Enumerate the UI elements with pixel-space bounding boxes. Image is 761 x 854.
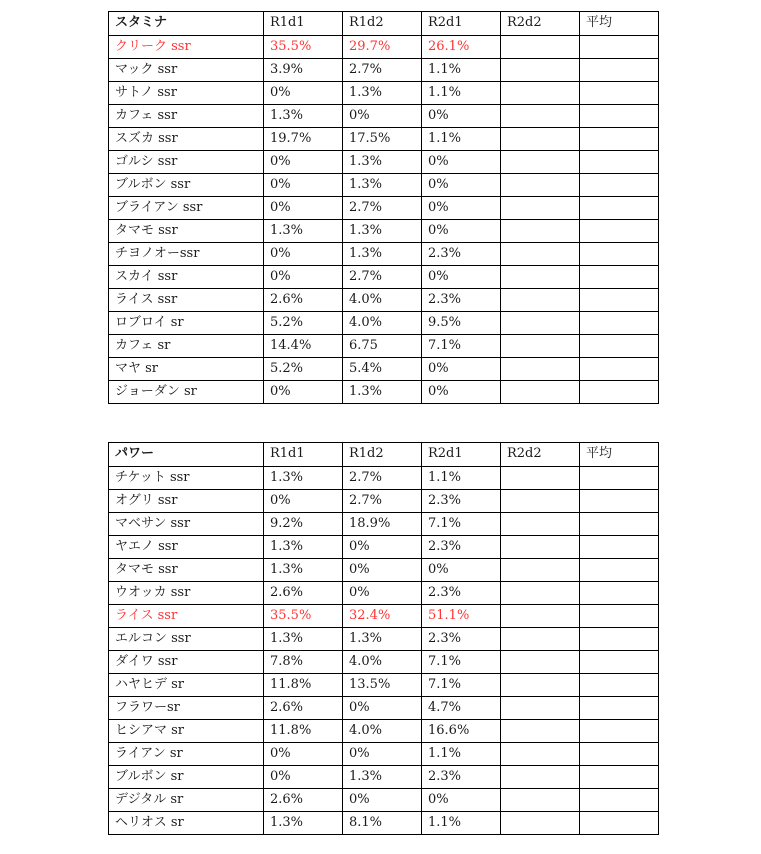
value-cell: 8.1% — [343, 812, 422, 835]
card-name-cell: カフェ sr — [109, 335, 264, 358]
table-row — [109, 766, 659, 789]
value-cell: 0% — [422, 381, 501, 404]
table-row — [109, 36, 659, 59]
value-cell: 11.8% — [264, 674, 343, 697]
value-cell: 2.6% — [264, 697, 343, 720]
value-cell: 0% — [264, 743, 343, 766]
value-cell: 2.3% — [422, 766, 501, 789]
value-cell: 2.3% — [422, 536, 501, 559]
value-cell — [580, 490, 659, 513]
table-title: スタミナ — [109, 12, 264, 36]
table-row — [109, 674, 659, 697]
column-header: R2d2 — [501, 443, 580, 467]
value-cell — [501, 789, 580, 812]
value-cell: 2.7% — [343, 59, 422, 82]
column-header: R2d2 — [501, 12, 580, 36]
value-cell — [501, 197, 580, 220]
value-cell — [501, 582, 580, 605]
value-cell: 4.0% — [343, 720, 422, 743]
value-cell: 1.3% — [343, 82, 422, 105]
value-cell: 0% — [343, 789, 422, 812]
card-name-cell: ライス ssr — [109, 605, 264, 628]
value-cell: 1.1% — [422, 812, 501, 835]
card-name-cell: デジタル sr — [109, 789, 264, 812]
table-row — [109, 128, 659, 151]
value-cell — [580, 605, 659, 628]
value-cell — [580, 59, 659, 82]
value-cell — [580, 289, 659, 312]
value-cell — [501, 381, 580, 404]
value-cell — [580, 513, 659, 536]
table-row — [109, 335, 659, 358]
card-name-cell: ブルボン ssr — [109, 174, 264, 197]
value-cell — [501, 467, 580, 490]
table-row — [109, 105, 659, 128]
value-cell: 1.3% — [343, 766, 422, 789]
value-cell — [501, 605, 580, 628]
card-name-cell: マック ssr — [109, 59, 264, 82]
value-cell: 1.1% — [422, 467, 501, 490]
value-cell — [580, 651, 659, 674]
table-row — [109, 220, 659, 243]
value-cell — [580, 559, 659, 582]
value-cell — [501, 266, 580, 289]
value-cell: 0% — [422, 358, 501, 381]
value-cell: 4.0% — [343, 651, 422, 674]
column-header: R1d2 — [343, 443, 422, 467]
column-header: R2d1 — [422, 12, 501, 36]
value-cell: 2.7% — [343, 266, 422, 289]
value-cell: 0% — [264, 381, 343, 404]
value-cell: 4.7% — [422, 697, 501, 720]
value-cell — [580, 220, 659, 243]
value-cell: 1.3% — [264, 559, 343, 582]
value-cell — [501, 743, 580, 766]
table-row — [109, 243, 659, 266]
value-cell — [501, 36, 580, 59]
value-cell: 5.4% — [343, 358, 422, 381]
table-row — [109, 605, 659, 628]
value-cell: 19.7% — [264, 128, 343, 151]
table-row — [109, 789, 659, 812]
value-cell: 5.2% — [264, 358, 343, 381]
column-header: 平均 — [580, 12, 659, 36]
card-name-cell: チヨノオーssr — [109, 243, 264, 266]
value-cell: 4.0% — [343, 312, 422, 335]
value-cell — [580, 766, 659, 789]
value-cell: 7.1% — [422, 513, 501, 536]
value-cell — [580, 105, 659, 128]
table-title: パワー — [109, 443, 264, 467]
value-cell: 0% — [343, 582, 422, 605]
value-cell — [580, 335, 659, 358]
value-cell — [501, 59, 580, 82]
table-row — [109, 358, 659, 381]
value-cell: 2.6% — [264, 582, 343, 605]
value-cell — [501, 312, 580, 335]
value-cell: 9.5% — [422, 312, 501, 335]
card-name-cell: サトノ ssr — [109, 82, 264, 105]
table-row — [109, 513, 659, 536]
card-name-cell: フラワーsr — [109, 697, 264, 720]
card-name-cell: ライス ssr — [109, 289, 264, 312]
table-row — [109, 743, 659, 766]
table-row — [109, 582, 659, 605]
card-name-cell: ハヤヒデ sr — [109, 674, 264, 697]
card-name-cell: ヘリオス sr — [109, 812, 264, 835]
value-cell — [501, 151, 580, 174]
table-row — [109, 59, 659, 82]
value-cell: 18.9% — [343, 513, 422, 536]
value-cell — [501, 174, 580, 197]
value-cell: 1.1% — [422, 743, 501, 766]
value-cell: 7.8% — [264, 651, 343, 674]
table-row — [109, 312, 659, 335]
table-row — [109, 289, 659, 312]
value-cell: 0% — [343, 697, 422, 720]
table-row — [109, 381, 659, 404]
card-name-cell: ジョーダン sr — [109, 381, 264, 404]
value-cell: 1.1% — [422, 128, 501, 151]
value-cell — [501, 651, 580, 674]
value-cell — [580, 36, 659, 59]
value-cell: 0% — [343, 559, 422, 582]
value-cell: 2.7% — [343, 467, 422, 490]
value-cell: 7.1% — [422, 335, 501, 358]
card-name-cell: ウオッカ ssr — [109, 582, 264, 605]
card-name-cell: マベサン ssr — [109, 513, 264, 536]
column-header: R1d1 — [264, 12, 343, 36]
card-name-cell: タマモ ssr — [109, 559, 264, 582]
value-cell: 1.3% — [264, 220, 343, 243]
value-cell: 2.3% — [422, 490, 501, 513]
value-cell — [501, 536, 580, 559]
value-cell: 0% — [343, 536, 422, 559]
value-cell: 1.3% — [264, 812, 343, 835]
value-cell — [501, 559, 580, 582]
value-cell: 1.3% — [264, 628, 343, 651]
value-cell: 0% — [264, 766, 343, 789]
table-row — [109, 490, 659, 513]
value-cell: 0% — [264, 151, 343, 174]
card-name-cell: チケット ssr — [109, 467, 264, 490]
table-row — [109, 82, 659, 105]
value-cell: 0% — [422, 789, 501, 812]
value-cell: 2.3% — [422, 289, 501, 312]
table-row — [109, 174, 659, 197]
table-row — [109, 651, 659, 674]
value-cell — [580, 358, 659, 381]
value-cell: 0% — [264, 490, 343, 513]
value-cell: 1.3% — [264, 536, 343, 559]
value-cell: 9.2% — [264, 513, 343, 536]
value-cell — [580, 697, 659, 720]
value-cell: 5.2% — [264, 312, 343, 335]
value-cell — [501, 128, 580, 151]
table-row — [109, 559, 659, 582]
value-cell: 0% — [422, 105, 501, 128]
value-cell — [580, 266, 659, 289]
value-cell — [580, 128, 659, 151]
column-header: R2d1 — [422, 443, 501, 467]
value-cell: 1.3% — [343, 381, 422, 404]
value-cell: 0% — [264, 197, 343, 220]
value-cell — [580, 82, 659, 105]
value-cell: 0% — [422, 266, 501, 289]
value-cell: 0% — [422, 151, 501, 174]
value-cell: 4.0% — [343, 289, 422, 312]
value-cell — [501, 720, 580, 743]
table-row — [109, 467, 659, 490]
table-row — [109, 697, 659, 720]
value-cell — [580, 174, 659, 197]
value-cell — [580, 536, 659, 559]
value-cell: 1.3% — [343, 243, 422, 266]
card-name-cell: ロブロイ sr — [109, 312, 264, 335]
card-name-cell: ヤエノ ssr — [109, 536, 264, 559]
value-cell — [580, 312, 659, 335]
value-cell: 2.3% — [422, 243, 501, 266]
card-name-cell: マヤ sr — [109, 358, 264, 381]
value-cell: 3.9% — [264, 59, 343, 82]
value-cell: 14.4% — [264, 335, 343, 358]
value-cell: 32.4% — [343, 605, 422, 628]
column-header: R1d2 — [343, 12, 422, 36]
value-cell: 0% — [422, 174, 501, 197]
card-name-cell: オグリ ssr — [109, 490, 264, 513]
value-cell: 26.1% — [422, 36, 501, 59]
card-name-cell: スズカ ssr — [109, 128, 264, 151]
card-name-cell: ゴルシ ssr — [109, 151, 264, 174]
card-name-cell: ブライアン ssr — [109, 197, 264, 220]
card-name-cell: ブルボン sr — [109, 766, 264, 789]
table-row — [109, 197, 659, 220]
value-cell — [580, 812, 659, 835]
value-cell: 35.5% — [264, 605, 343, 628]
value-cell: 51.1% — [422, 605, 501, 628]
value-cell: 35.5% — [264, 36, 343, 59]
value-cell: 2.3% — [422, 628, 501, 651]
value-cell: 29.7% — [343, 36, 422, 59]
value-cell — [580, 582, 659, 605]
value-cell: 1.3% — [264, 467, 343, 490]
value-cell — [501, 289, 580, 312]
value-cell — [501, 697, 580, 720]
table-row — [109, 812, 659, 835]
value-cell: 1.3% — [343, 174, 422, 197]
column-header: 平均 — [580, 443, 659, 467]
power-table — [108, 442, 659, 835]
value-cell — [501, 628, 580, 651]
value-cell: 1.3% — [343, 628, 422, 651]
value-cell: 1.3% — [343, 151, 422, 174]
value-cell: 11.8% — [264, 720, 343, 743]
value-cell: 1.3% — [343, 220, 422, 243]
value-cell — [501, 812, 580, 835]
value-cell: 2.6% — [264, 789, 343, 812]
value-cell: 1.3% — [264, 105, 343, 128]
value-cell — [501, 766, 580, 789]
value-cell — [501, 243, 580, 266]
value-cell — [501, 105, 580, 128]
value-cell: 0% — [343, 743, 422, 766]
value-cell: 2.6% — [264, 289, 343, 312]
value-cell — [580, 197, 659, 220]
table-row — [109, 266, 659, 289]
value-cell: 2.3% — [422, 582, 501, 605]
card-name-cell: タマモ ssr — [109, 220, 264, 243]
value-cell: 0% — [264, 174, 343, 197]
value-cell — [580, 467, 659, 490]
stamina-table — [108, 11, 659, 404]
value-cell: 16.6% — [422, 720, 501, 743]
value-cell: 7.1% — [422, 674, 501, 697]
card-name-cell: クリーク ssr — [109, 36, 264, 59]
value-cell: 0% — [264, 243, 343, 266]
card-name-cell: ライアン sr — [109, 743, 264, 766]
value-cell: 17.5% — [343, 128, 422, 151]
card-name-cell: ダイワ ssr — [109, 651, 264, 674]
table-header-row — [109, 443, 659, 467]
value-cell — [580, 789, 659, 812]
value-cell — [580, 151, 659, 174]
value-cell: 0% — [264, 82, 343, 105]
column-header: R1d1 — [264, 443, 343, 467]
value-cell: 0% — [264, 266, 343, 289]
table-header-row — [109, 12, 659, 36]
value-cell — [501, 82, 580, 105]
table-row — [109, 151, 659, 174]
value-cell: 7.1% — [422, 651, 501, 674]
value-cell — [501, 220, 580, 243]
value-cell — [580, 674, 659, 697]
value-cell — [580, 743, 659, 766]
table-row — [109, 628, 659, 651]
table-row — [109, 720, 659, 743]
card-name-cell: カフェ ssr — [109, 105, 264, 128]
card-name-cell: ヒシアマ sr — [109, 720, 264, 743]
value-cell: 0% — [422, 559, 501, 582]
value-cell — [501, 358, 580, 381]
value-cell — [501, 490, 580, 513]
value-cell — [501, 513, 580, 536]
value-cell: 0% — [422, 197, 501, 220]
value-cell — [501, 335, 580, 358]
value-cell — [580, 720, 659, 743]
card-name-cell: エルコン ssr — [109, 628, 264, 651]
value-cell: 6.75 — [343, 335, 422, 358]
value-cell — [580, 628, 659, 651]
value-cell: 13.5% — [343, 674, 422, 697]
value-cell — [501, 674, 580, 697]
value-cell: 2.7% — [343, 490, 422, 513]
value-cell: 1.1% — [422, 82, 501, 105]
card-name-cell: スカイ ssr — [109, 266, 264, 289]
value-cell: 1.1% — [422, 59, 501, 82]
value-cell: 2.7% — [343, 197, 422, 220]
value-cell — [580, 243, 659, 266]
value-cell: 0% — [343, 105, 422, 128]
value-cell — [580, 381, 659, 404]
table-row — [109, 536, 659, 559]
value-cell: 0% — [422, 220, 501, 243]
